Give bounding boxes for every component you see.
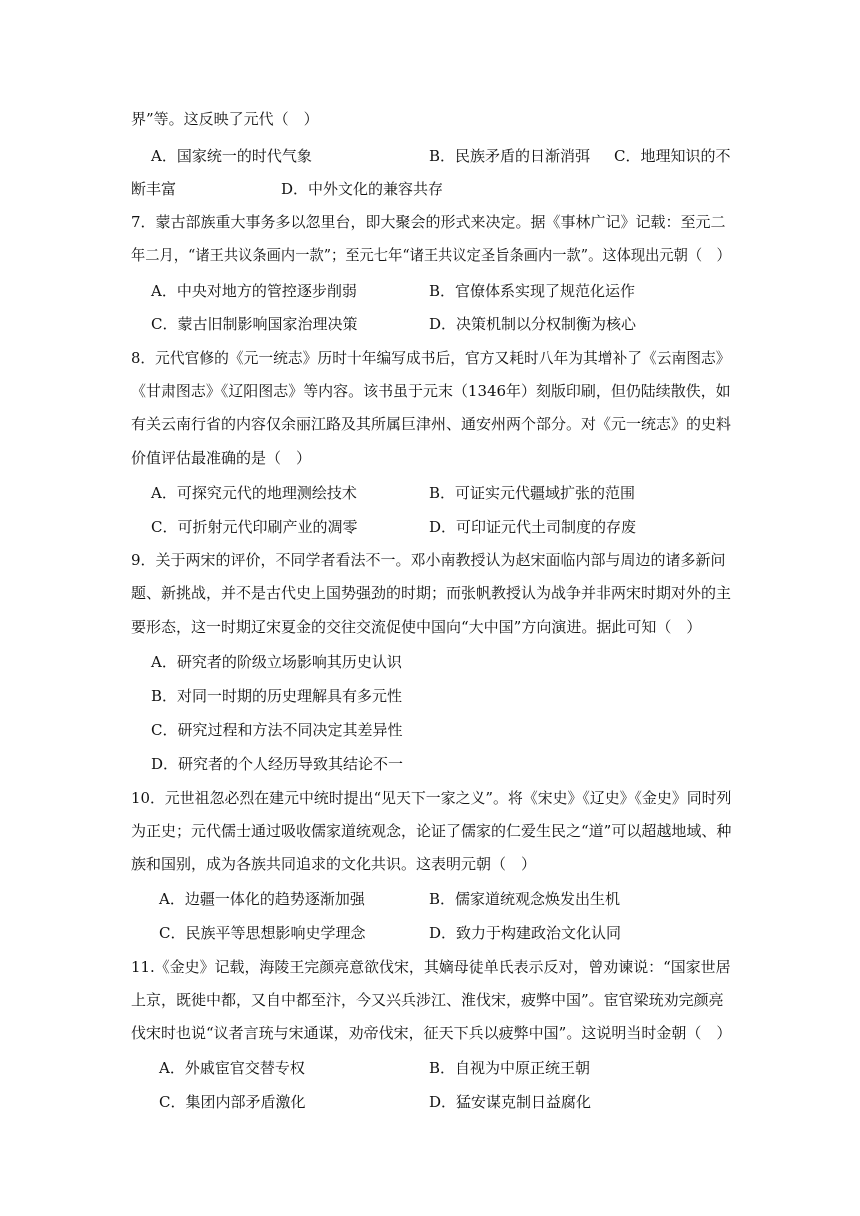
q9-stem-line: 要形态，这一时期辽宋夏金的交往交流促使中国向“大中国”方向演进。据此可知（ ）	[131, 618, 702, 636]
q10-stem-line: 10．元世祖忽必烈在建元中统时提出“见天下一家之义”。将《宋史》《辽史》《金史》同时列	[131, 789, 732, 807]
q7-option-d[interactable]: D．决策机制以分权制衡为核心	[429, 315, 637, 333]
q8-stem-line: 8．元代官修的《元一统志》历时十年编写成书后，官方又耗时八年为其增补了《云南图志》	[131, 349, 731, 367]
q11-option-d[interactable]: D．猛安谋克制日益腐化	[429, 1093, 592, 1111]
q11-stem-line: 伐宋时也说“议者言珫与宋通谋，劝帝伐宋，征天下兵以疲弊中国”。这说明当时金朝（ ）	[131, 1024, 732, 1042]
q10-option-d[interactable]: D．致力于构建政治文化认同	[429, 924, 622, 942]
q10-option-c[interactable]: C．民族平等思想影响史学理念	[159, 924, 366, 942]
q8-option-d[interactable]: D．可印证元代土司制度的存废	[429, 518, 637, 536]
q9-option-a[interactable]: A．研究者的阶级立场影响其历史认识	[151, 653, 402, 671]
q11-option-c[interactable]: C．集团内部矛盾激化	[159, 1093, 306, 1111]
q8-option-b[interactable]: B．可证实元代疆域扩张的范围	[429, 484, 636, 502]
q8-option-c[interactable]: C．可折射元代印刷产业的凋零	[151, 518, 358, 536]
q7-stem-line: 7．蒙古部族重大事务多以忽里台，即大聚会的形式来决定。据《事林广记》记载：至元二	[131, 213, 726, 231]
q9-option-c[interactable]: C．研究过程和方法不同决定其差异性	[151, 721, 403, 739]
q6-option-c-cont: 断丰富	[131, 180, 177, 198]
q10-stem-line: 族和国别，成为各族共同追求的文化共识。这表明元朝（ ）	[131, 855, 537, 873]
q7-option-a[interactable]: A．中央对地方的管控逐步削弱	[151, 282, 357, 300]
q6-stem-tail: 界”等。这反映了元代（ ）	[131, 110, 319, 128]
q6-option-b[interactable]: B．民族矛盾的日渐消弭	[429, 147, 591, 165]
q10-option-b[interactable]: B．儒家道统观念焕发出生机	[429, 890, 621, 908]
q7-stem-line: 年二月，“诸王共议条画内一款”；至元七年“诸王共议定圣旨条画内一款”。这体现出元朝（ ）	[131, 246, 731, 264]
q11-stem-line: 上京，既徙中都，又自中都至汴，今又兴兵涉江、淮伐宋，疲弊中国”。宦官梁珫劝完颜亮	[131, 991, 724, 1009]
q11-stem-line: 11.《金史》记载，海陵王完颜亮意欲伐宋，其嫡母徒单氏表示反对，曾劝谏说：“国家世居	[131, 958, 731, 976]
q8-stem-line: 《甘肃图志》《辽阳图志》等内容。该书虽于元末（1346年）刻版印刷，但仍陆续散佚，如	[131, 382, 731, 400]
q11-option-b[interactable]: B．自视为中原正统王朝	[429, 1059, 591, 1077]
q8-stem-line: 有关云南行省的内容仅余丽江路及其所属巨津州、通安州两个部分。对《元一统志》的史料	[131, 415, 732, 433]
q10-option-a[interactable]: A．边疆一体化的趋势逐渐加强	[159, 890, 365, 908]
q11-option-a[interactable]: A．外戚宦官交替专权	[159, 1059, 305, 1077]
q6-option-d[interactable]: D．中外文化的兼容共存	[281, 180, 444, 198]
q10-stem-line: 为正史；元代儒士通过吸收儒家道统观念，论证了儒家的仁爱生民之“道”可以超越地域、种	[131, 822, 732, 840]
q8-stem-line: 价值评估最准确的是（ ）	[131, 449, 312, 467]
q9-option-d[interactable]: D．研究者的个人经历导致其结论不一	[151, 755, 404, 773]
q9-stem-line: 9．关于两宋的评价，不同学者看法不一。邓小南教授认为赵宋面临内部与周边的诸多新问	[131, 551, 726, 569]
q9-option-b[interactable]: B．对同一时期的历史理解具有多元性	[151, 687, 403, 705]
q8-option-a[interactable]: A．可探究元代的地理测绘技术	[151, 484, 357, 502]
q7-option-c[interactable]: C．蒙古旧制影响国家治理决策	[151, 315, 358, 333]
q7-option-b[interactable]: B．官僚体系实现了规范化运作	[429, 282, 636, 300]
q6-option-a[interactable]: A．国家统一的时代气象	[151, 147, 312, 165]
q9-stem-line: 题、新挑战，并不是古代史上国势强劲的时期；而张帆教授认为战争并非两宋时期对外的主	[131, 584, 732, 602]
q6-option-c[interactable]: C．地理知识的不	[614, 147, 731, 165]
